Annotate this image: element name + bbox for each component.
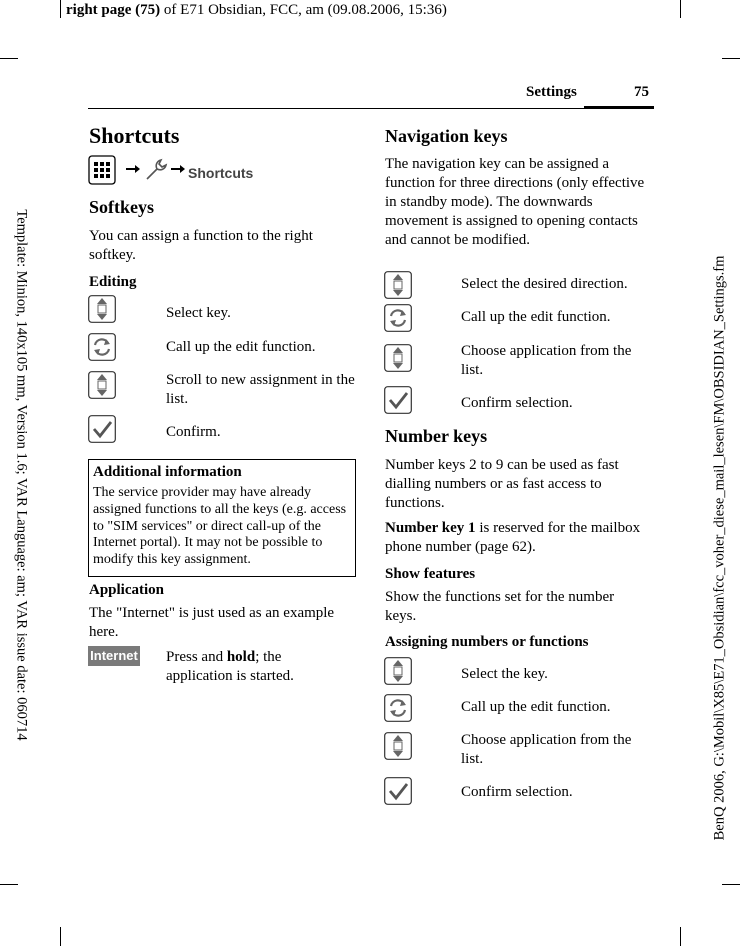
file-path-vertical: BenQ 2006, G:\Mobil\X85\E71_Obsidian\fcc_voher_diese_mail_lesen\FM\OBSIDIAN_Settings.fm — [711, 255, 728, 841]
softkeys-text: You can assign a function to the right softkey. — [89, 228, 313, 263]
number-keys-heading: Number keys — [385, 426, 488, 446]
show-features-text: Show the functions set for the number keys. — [385, 589, 615, 624]
show-features-label: Show features — [385, 566, 476, 582]
header-rule-accent — [584, 106, 654, 109]
softkeys-heading: Softkeys — [89, 197, 155, 217]
step-text: Scroll to new assignment in the list. — [166, 372, 355, 407]
edit-cycle-icon — [88, 333, 116, 361]
step-text: Choose application from the list. — [461, 732, 632, 767]
wrench-icon — [143, 157, 169, 188]
application-text: The "Internet" is just used as an example here. — [89, 605, 335, 640]
step-text: Confirm selection. — [461, 784, 573, 800]
navigation-keys-heading: Navigation keys — [385, 126, 508, 146]
crop-mark — [722, 884, 740, 885]
additional-info-box — [88, 459, 356, 577]
step-text — [166, 648, 326, 686]
print-info-bold: right page (75) — [66, 2, 161, 18]
crop-mark — [680, 0, 681, 18]
number-key-1-rest: is reserved for the mailbox phone number (page 62). — [385, 520, 641, 555]
step-text: Choose application from the list. — [461, 343, 632, 378]
arrow-right-icon — [125, 162, 141, 181]
info-body: The service provider may have already assigned functions to all the keys (e.g. access to "SIM services" or direct call-up of the Internet portal). It may not be possible to modify this key assignment. — [93, 485, 347, 568]
crop-mark — [60, 0, 61, 18]
step-text: Select key. — [166, 305, 231, 321]
edit-cycle-icon — [384, 694, 412, 722]
nav-updown-icon — [384, 271, 412, 299]
step-text: Confirm. — [166, 424, 221, 440]
step-text: Select the desired direction. — [461, 276, 628, 292]
crop-mark — [0, 58, 18, 59]
step-text: Confirm selection. — [461, 395, 573, 411]
nav-updown-icon — [88, 371, 116, 399]
number-key-1-bold: Number key 1 — [385, 520, 476, 536]
page-number: 75 — [634, 84, 649, 100]
editing-label: Editing — [89, 274, 137, 290]
edit-cycle-icon — [384, 304, 412, 332]
template-info-vertical: Template: Minion, 140x105 mm, Version 1.6; VAR Language: am; VAR issue date: 060714 — [13, 209, 30, 741]
print-info-bar — [66, 2, 447, 19]
number-key-1-text — [385, 519, 647, 557]
running-head: Settings — [526, 84, 577, 100]
step-text: Call up the edit function. — [461, 309, 611, 325]
application-label: Application — [89, 582, 165, 598]
nav-updown-icon — [384, 657, 412, 685]
nav-updown-icon — [384, 732, 412, 760]
step-text-part: Press and — [166, 649, 227, 665]
step-text-part: ; the application is started. — [166, 649, 294, 684]
confirm-check-icon — [88, 415, 116, 443]
assigning-label: Assigning numbers or functions — [385, 634, 589, 650]
menu-path-label: Shortcuts — [188, 165, 254, 181]
nav-updown-icon — [384, 344, 412, 372]
number-keys-text: Number keys 2 to 9 can be used as fast dialling numbers or as fast access to functions. — [385, 457, 619, 511]
section-title: Shortcuts — [89, 123, 180, 148]
info-title: Additional information — [93, 464, 242, 480]
navigation-keys-text: The navigation key can be assigned a function for three directions (only effective in standby mode). The downwards movement is assigned to opening contacts and cannot be modified. — [385, 156, 645, 248]
confirm-check-icon — [384, 386, 412, 414]
step-text: Select the key. — [461, 666, 548, 682]
step-text-bold: hold — [226, 649, 256, 665]
print-info-rest: of E71 Obsidian, FCC, am (09.08.2006, 15:36) — [160, 2, 447, 18]
menu-grid-icon — [88, 155, 116, 185]
step-text: Call up the edit function. — [461, 699, 611, 715]
internet-softkey: Internet — [88, 646, 140, 666]
nav-updown-icon — [88, 295, 116, 323]
arrow-right-icon — [170, 162, 186, 181]
crop-mark — [60, 927, 61, 946]
confirm-check-icon — [384, 777, 412, 805]
header-rule — [88, 108, 654, 109]
crop-mark — [680, 927, 681, 946]
step-text: Call up the edit function. — [166, 339, 316, 355]
crop-mark — [722, 58, 740, 59]
